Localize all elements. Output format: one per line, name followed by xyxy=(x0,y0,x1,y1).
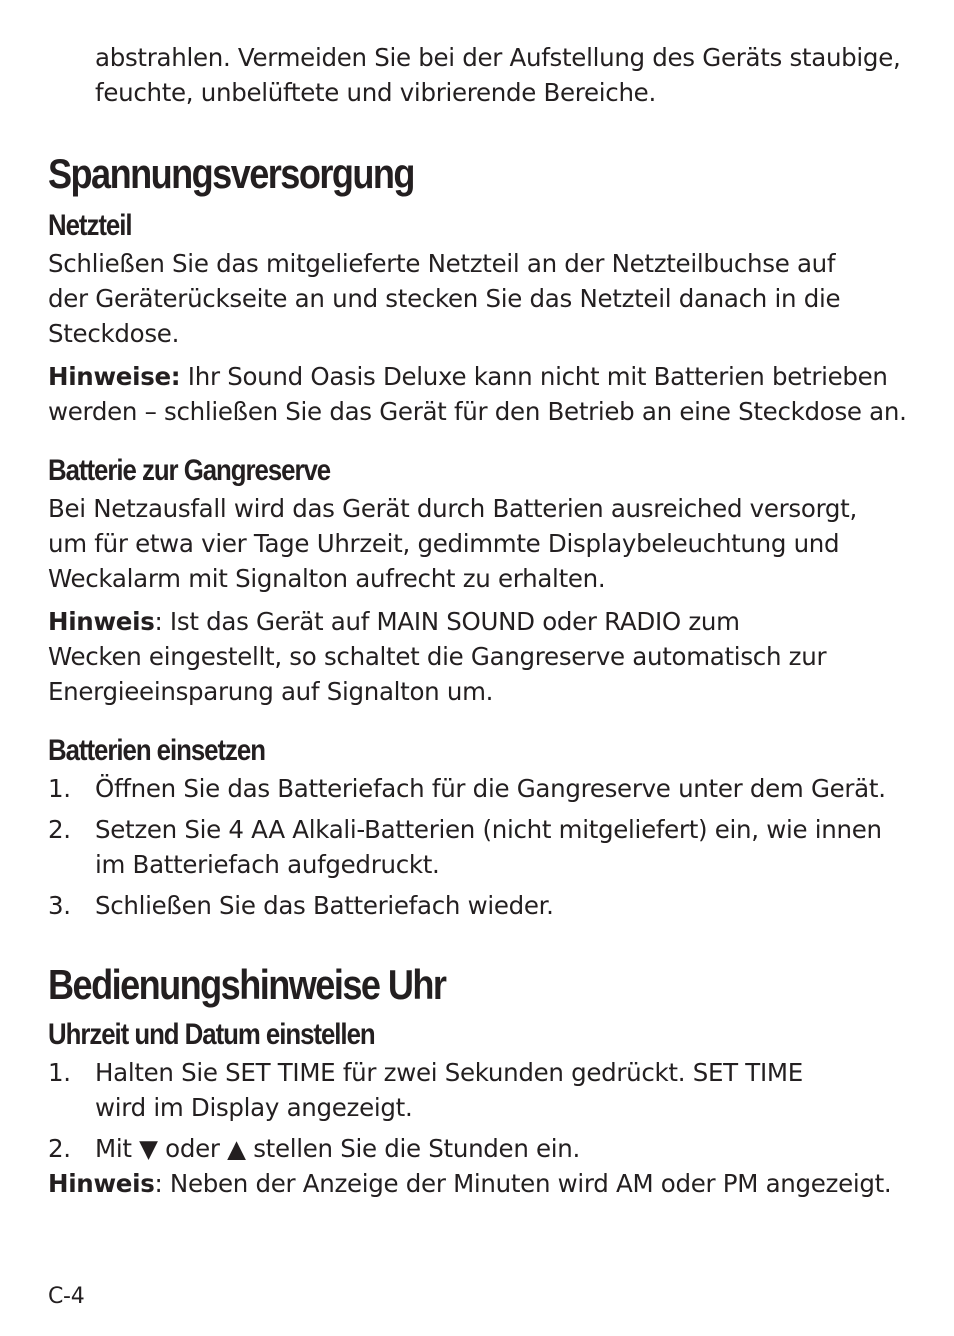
list-item xyxy=(48,1131,908,1166)
manual-page xyxy=(48,40,908,1201)
note-text: Ihr Sound Oasis Deluxe kann nicht mit Batterien betrieben xyxy=(180,362,888,391)
note-text: Energieeinsparung auf Signalton um. xyxy=(48,677,494,706)
step-text xyxy=(95,1131,908,1166)
step-text xyxy=(95,888,908,923)
adapter-line: Schließen Sie das mitgelieferte Netzteil an der Netzteilbuchse auf xyxy=(48,249,836,278)
step-line: Öffnen Sie das Batteriefach für die Gangreserve unter dem Gerät. xyxy=(95,774,886,803)
step-number: 3. xyxy=(48,891,71,920)
step-line: Schließen Sie das Batteriefach wieder. xyxy=(95,891,554,920)
install-heading: Batterien einsetzen xyxy=(48,734,265,767)
list-item xyxy=(48,771,908,806)
step-text xyxy=(95,812,908,882)
intro-line: feuchte, unbelüftete und vibrierende Bereiche. xyxy=(95,78,656,107)
backup-heading: Batterie zur Gangreserve xyxy=(48,454,331,487)
note-text: : Neben der Anzeige der Minuten wird AM oder PM angezeigt. xyxy=(154,1169,892,1198)
backup-line: um für etwa vier Tage Uhrzeit, gedimmte Displaybeleuchtung und xyxy=(48,529,840,558)
adapter-line: Steckdose. xyxy=(48,319,180,348)
step-text-part: oder xyxy=(157,1134,228,1163)
step-line: wird im Display angezeigt. xyxy=(95,1093,413,1122)
adapter-line: der Geräterückseite an und stecken Sie das Netzteil danach in die xyxy=(48,284,841,313)
backup-line: Bei Netzausfall wird das Gerät durch Batterien ausreiched versorgt, xyxy=(48,494,857,523)
list-item xyxy=(48,1055,908,1125)
list-item xyxy=(48,888,908,923)
step-number: 1. xyxy=(48,774,71,803)
note-text: : Ist das Gerät auf MAIN SOUND oder RADIO zum xyxy=(154,607,740,636)
adapter-heading: Netzteil xyxy=(48,209,132,242)
list-item xyxy=(48,812,908,882)
arrow-down-icon: ▼ xyxy=(139,1134,158,1163)
arrow-up-icon: ▲ xyxy=(227,1134,246,1163)
backup-paragraph xyxy=(48,491,908,596)
note-label: Hinweis xyxy=(48,1169,155,1198)
time-note xyxy=(48,1166,908,1201)
install-steps xyxy=(48,771,908,923)
intro-line: abstrahlen. Vermeiden Sie bei der Aufstellung des Geräts staubige, xyxy=(95,43,901,72)
step-text xyxy=(95,1055,908,1125)
step-text-part: stellen Sie die Stunden ein. xyxy=(245,1134,581,1163)
clock-section-title: Bedienungshinweise Uhr xyxy=(48,961,446,1008)
time-date-heading: Uhrzeit und Datum einstellen xyxy=(48,1018,375,1051)
step-line: Setzen Sie 4 AA Alkali-Batterien (nicht mitgeliefert) ein, wie innen xyxy=(95,815,882,844)
step-number: 2. xyxy=(48,815,71,844)
adapter-paragraph xyxy=(48,246,908,351)
step-line: im Batteriefach aufgedruckt. xyxy=(95,850,440,879)
step-text-part: Mit xyxy=(95,1134,140,1163)
step-number: 1. xyxy=(48,1058,71,1087)
backup-note xyxy=(48,604,908,709)
step-text xyxy=(95,771,908,806)
power-section-title: Spannungsversorgung xyxy=(48,150,414,197)
time-steps xyxy=(48,1055,908,1166)
page-number: C-4 xyxy=(48,1284,85,1309)
step-line: Halten Sie SET TIME für zwei Sekunden gedrückt. SET TIME xyxy=(95,1058,803,1087)
step-number: 2. xyxy=(48,1134,71,1163)
note-text: werden – schließen Sie das Gerät für den Betrieb an eine Steckdose an. xyxy=(48,397,907,426)
note-label: Hinweis xyxy=(48,607,155,636)
note-text: Wecken eingestellt, so schaltet die Gangreserve automatisch zur xyxy=(48,642,827,671)
intro-paragraph xyxy=(48,40,908,110)
note-label: Hinweise: xyxy=(48,362,181,391)
backup-line: Weckalarm mit Signalton aufrecht zu erhalten. xyxy=(48,564,606,593)
adapter-note xyxy=(48,359,908,429)
